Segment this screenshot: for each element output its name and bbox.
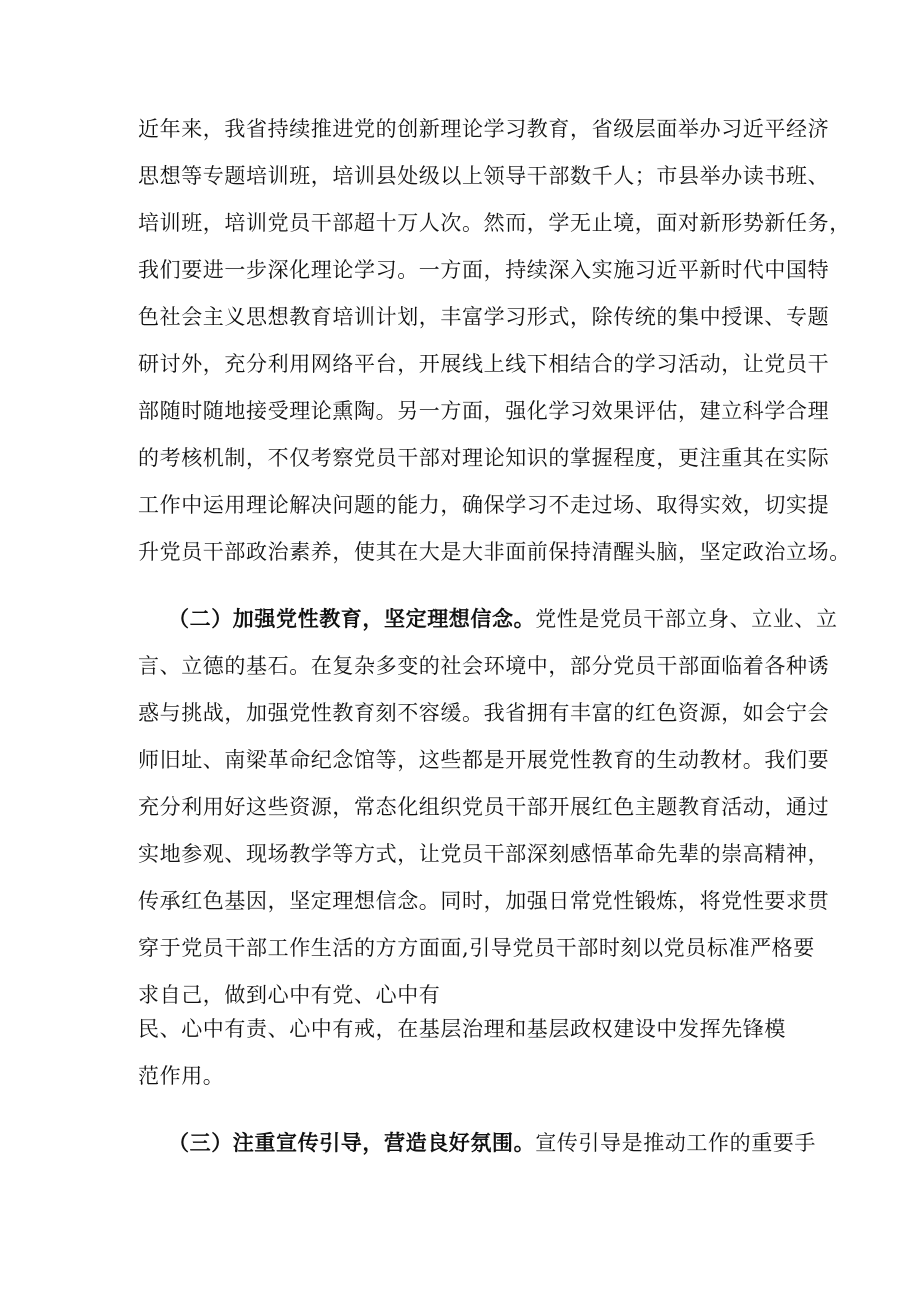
paragraph-line: 研讨外，充分利用网络平台，开展线上线下相结合的学习活动，让党员干 bbox=[138, 352, 830, 376]
section-3-first-line bbox=[168, 1128, 828, 1158]
paragraph-line: 培训班，培训党员干部超十万人次。然而，学无止境，面对新形势新任务， bbox=[138, 211, 851, 235]
section-3-first-rest: 宣传引导是推动工作的重要手 bbox=[535, 1131, 817, 1155]
paragraph-line: 惑与挑战，加强党性教育刻不容缓。我省拥有丰富的红色资源，如会宁会 bbox=[138, 701, 830, 725]
paragraph-line: 充分利用好这些资源，常态化组织党员干部开展红色主题教育活动，通过 bbox=[138, 795, 830, 819]
paragraph-line: 传承红色基因，坚定理想信念。同时，加强日常党性锻炼，将党性要求贯 bbox=[138, 889, 830, 913]
paragraph-line: 师旧址、南梁革命纪念馆等，这些都是开展党性教育的生动教材。我们要 bbox=[138, 748, 830, 772]
paragraph-line: 求自己，做到心中有党、心中有 bbox=[138, 983, 441, 1007]
section-2-heading: （二）加强党性教育，坚定理想信念。 bbox=[168, 606, 536, 631]
paragraph-line: 色社会主义思想教育培训计划，丰富学习形式，除传统的集中授课、专题 bbox=[138, 305, 830, 329]
paragraph-line: 升党员干部政治素养，使其在大是大非面前保持清醒头脑，坚定政治立场。 bbox=[138, 540, 851, 564]
paragraph-line: 言、立德的基石。在复杂多变的社会环境中，部分党员干部面临着各种诱 bbox=[138, 654, 830, 678]
paragraph-line: 范作用。 bbox=[138, 1064, 225, 1088]
paragraph-line: 民、心中有责、心中有戒，在基层治理和基层政权建设中发挥先锋模 bbox=[138, 1017, 786, 1041]
section-2-first-rest: 党性是党员干部立身、立业、立 bbox=[535, 607, 838, 631]
paragraph-line: 我们要进一步深化理论学习。一方面，持续深入实施习近平新时代中国特 bbox=[138, 258, 830, 282]
paragraph-line: 穿于党员干部工作生活的方方面面,引导党员干部时刻以党员标准严格要 bbox=[138, 936, 815, 960]
paragraph-line: 近年来，我省持续推进党的创新理论学习教育，省级层面举办习近平经济 bbox=[138, 117, 830, 141]
paragraph-line: 思想等专题培训班，培训县处级以上领导干部数千人；市县举办读书班、 bbox=[138, 164, 830, 188]
paragraph-line: 的考核机制，不仅考察党员干部对理论知识的掌握程度，更注重其在实际 bbox=[138, 446, 830, 470]
paragraph-line: 部随时随地接受理论熏陶。另一方面，强化学习效果评估，建立科学合理 bbox=[138, 399, 830, 423]
paragraph-line: 实地参观、现场教学等方式，让党员干部深刻感悟革命先辈的崇高精神， bbox=[138, 842, 830, 866]
section-2-first-line bbox=[168, 604, 838, 634]
section-3-heading: （三）注重宣传引导，营造良好氛围。 bbox=[168, 1130, 536, 1155]
paragraph-line: 工作中运用理论解决问题的能力，确保学习不走过场、取得实效，切实提 bbox=[138, 493, 830, 517]
